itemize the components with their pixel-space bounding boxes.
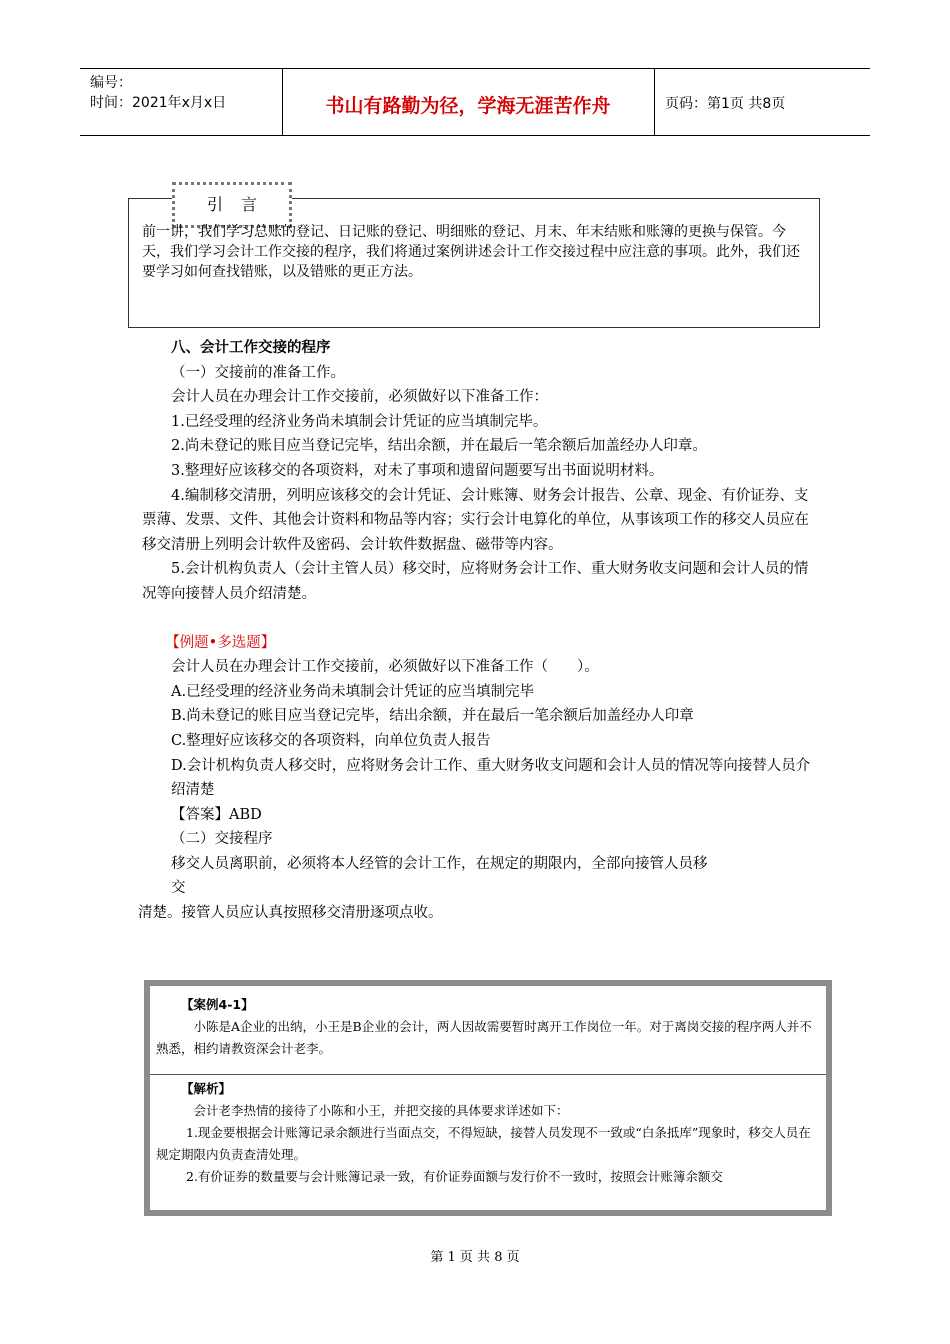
- option-a: A.已经受理的经济业务尚未填制会计凭证的应当填制完毕: [171, 683, 535, 700]
- procedure-line: 清楚。接管人员应认真按照移交清册逐项点收。: [138, 905, 443, 922]
- list-item: 4.编制移交清册，列明应该移交的会计凭证、会计账簿、财务会计报告、公章、现金、有价证券、支票薄、发票、文件、其他会计资料和物品等内容；实行会计电算化的单位，从事该项工作的移交人员应在移交清册上列明会计软件及密码、会计软件数据盘、磁带等内容。: [142, 487, 809, 553]
- page-footer: 第 1 页 共 8 页: [430, 1250, 520, 1265]
- header-motto: 书山有路勤为径，学海无涯苦作舟: [325, 95, 611, 117]
- analysis-section: [156, 1078, 822, 1188]
- case-text: 小陈是A企业的出纳，小王是B企业的会计，两人因故需要暂时离开工作岗位一年。对于离岗交接的程序两人并不熟悉，相约请教资深会计老李。: [156, 1019, 812, 1056]
- header-time: 时间：2021年x月x日: [90, 95, 227, 111]
- procedure-line: 移交人员离职前，必须将本人经管的会计工作，在规定的期限内，全部向接管人员移: [171, 855, 708, 872]
- analysis-item: 1.现金要根据会计账簿记录余额进行当面点交，不得短缺，接替人员发现不一致或“白条抵库”现象时，移交人员在规定期限内负责查清处理。: [156, 1125, 811, 1162]
- answer: 【答案】ABD: [171, 806, 262, 823]
- case-divider: [150, 1074, 826, 1075]
- header-meta: [90, 73, 226, 113]
- list-item: 1.已经受理的经济业务尚未填制会计凭证的应当填制完毕。: [171, 413, 548, 430]
- case-title: 【案例4-1】: [181, 997, 254, 1012]
- intro-text: 前一讲，我们学习总账的登记、日记账的登记、明细账的登记、月末、年末结账和账簿的更换与保管。今天，我们学习会计工作交接的程序，我们将通过案例讲述会计工作交接过程中应注意的事项。此外，我们还要学习如何查找错账，以及错账的更正方法。: [142, 224, 800, 280]
- list-item: 5.会计机构负责人（会计主管人员）移交时，应将财务会计工作、重大财务收支问题和会计人员的情况等向接替人员介绍清楚。: [142, 561, 809, 602]
- header-divider: [654, 69, 655, 135]
- paragraph-lead: 会计人员在办理会计工作交接前，必须做好以下准备工作：: [171, 389, 548, 406]
- header-number: 编号：: [90, 75, 132, 91]
- procedure-line: 交: [171, 880, 186, 897]
- list-item: 3.整理好应该移交的各项资料，对未了事项和遗留问题要写出书面说明材料。: [171, 462, 664, 479]
- analysis-title: 【解析】: [181, 1081, 232, 1096]
- section-heading: 八、会计工作交接的程序: [171, 340, 331, 356]
- list-item: 2.尚未登记的账目应当登记完毕，结出余额，并在最后一笔余额后加盖经办人印章。: [171, 438, 707, 455]
- option-d: D.会计机构负责人移交时，应将财务会计工作、重大财务收支问题和会计人员的情况等向接替人员介绍清楚: [171, 757, 811, 799]
- subheading-procedure: （二）交接程序: [171, 831, 273, 848]
- intro-tag: 引言: [172, 182, 292, 228]
- analysis-lead: 会计老李热情的接待了小陈和小王，并把交接的具体要求详述如下：: [193, 1103, 569, 1118]
- option-b: B.尚未登记的账目应当登记完毕，结出余额，并在最后一笔余额后加盖经办人印章: [171, 708, 694, 725]
- subheading-preparation: （一）交接前的准备工作。: [171, 364, 345, 381]
- example-label: 【例题•多选题】: [165, 634, 276, 651]
- case-section: [156, 994, 822, 1060]
- example-question: 会计人员在办理会计工作交接前，必须做好以下准备工作（ ）。: [171, 659, 599, 676]
- header-page-number: 页码：第1页 共8页: [665, 96, 786, 112]
- main-content: [138, 336, 812, 926]
- analysis-item: 2.有价证券的数量要与会计账簿记录一致，有价证券面额与发行价不一致时，按照会计账簿余额交: [186, 1169, 723, 1184]
- option-c: C.整理好应该移交的各项资料，向单位负责人报告: [171, 732, 491, 749]
- page-header: [80, 68, 870, 136]
